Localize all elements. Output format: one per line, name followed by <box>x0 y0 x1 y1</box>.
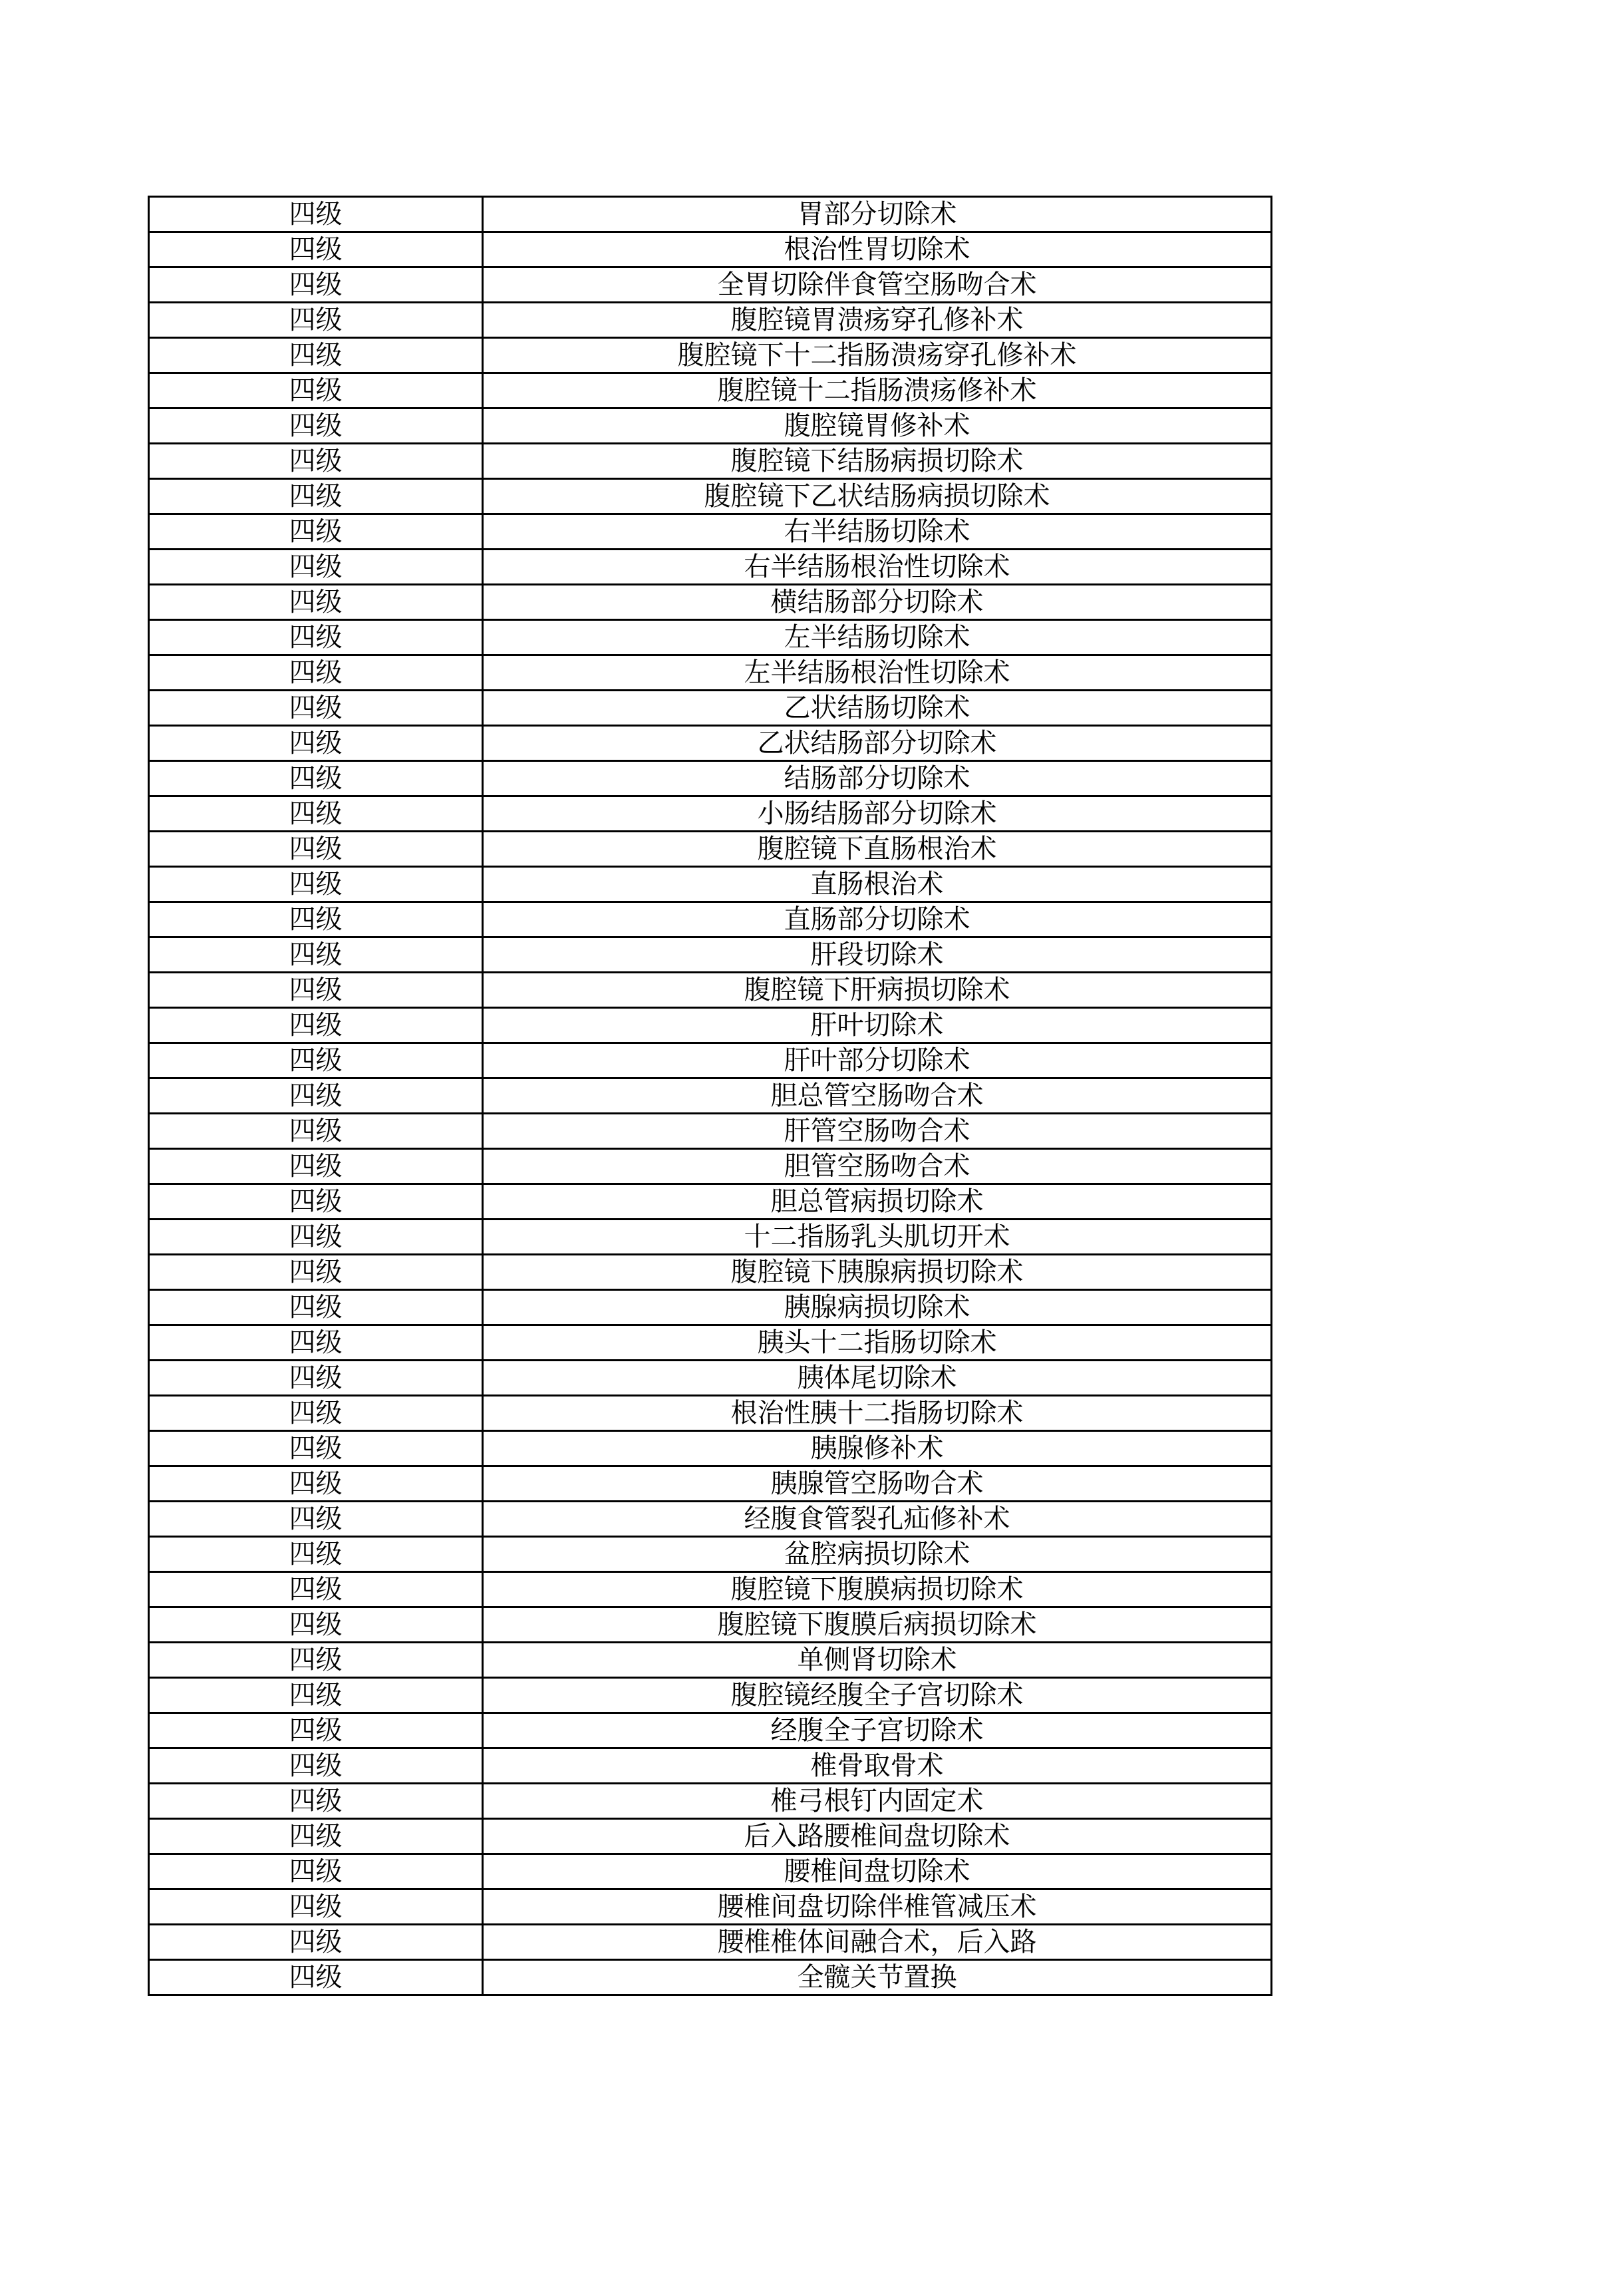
surgery-level-cell: 四级 <box>149 1784 483 1819</box>
surgery-level-cell: 四级 <box>149 232 483 267</box>
surgery-level-cell: 四级 <box>149 902 483 937</box>
surgery-level-cell: 四级 <box>149 514 483 550</box>
surgery-level-cell: 四级 <box>149 1889 483 1925</box>
table-row <box>149 1889 1272 1925</box>
table-row <box>149 761 1272 796</box>
surgery-name-cell: 胆总管空肠吻合术 <box>483 1078 1272 1114</box>
surgery-level-cell: 四级 <box>149 1748 483 1784</box>
surgery-level-cell: 四级 <box>149 973 483 1008</box>
surgery-level-cell: 四级 <box>149 1361 483 1396</box>
surgery-level-cell: 四级 <box>149 867 483 902</box>
surgery-level-cell: 四级 <box>149 1572 483 1607</box>
surgery-level-cell: 四级 <box>149 197 483 232</box>
surgery-name-cell: 直肠根治术 <box>483 867 1272 902</box>
table-row <box>149 444 1272 479</box>
surgery-level-cell: 四级 <box>149 1925 483 1960</box>
surgery-name-cell: 腹腔镜胃溃疡穿孔修补术 <box>483 303 1272 338</box>
table-row <box>149 867 1272 902</box>
surgery-level-cell: 四级 <box>149 267 483 303</box>
surgery-name-cell: 全髋关节置换 <box>483 1960 1272 1995</box>
table-row <box>149 197 1272 232</box>
table-body <box>149 197 1272 1995</box>
table-row <box>149 1819 1272 1854</box>
surgery-name-cell: 胰腺管空肠吻合术 <box>483 1466 1272 1502</box>
surgery-list-sheet <box>148 196 1270 1996</box>
surgery-level-cell: 四级 <box>149 832 483 867</box>
surgery-name-cell: 根治性胰十二指肠切除术 <box>483 1396 1272 1431</box>
table-row <box>149 832 1272 867</box>
surgery-level-cell: 四级 <box>149 1396 483 1431</box>
surgery-name-cell: 乙状结肠切除术 <box>483 691 1272 726</box>
surgery-name-cell: 单侧肾切除术 <box>483 1643 1272 1678</box>
surgery-level-cell: 四级 <box>149 1255 483 1290</box>
table-row <box>149 796 1272 832</box>
surgery-level-cell: 四级 <box>149 1713 483 1748</box>
surgery-level-cell: 四级 <box>149 1149 483 1184</box>
table-row <box>149 620 1272 655</box>
surgery-name-cell: 肝段切除术 <box>483 937 1272 973</box>
surgery-level-cell: 四级 <box>149 1678 483 1713</box>
surgery-name-cell: 腹腔镜下乙状结肠病损切除术 <box>483 479 1272 514</box>
surgery-name-cell: 后入路腰椎间盘切除术 <box>483 1819 1272 1854</box>
surgery-name-cell: 结肠部分切除术 <box>483 761 1272 796</box>
surgery-level-cell: 四级 <box>149 303 483 338</box>
surgery-name-cell: 椎弓根钉内固定术 <box>483 1784 1272 1819</box>
surgery-level-cell: 四级 <box>149 585 483 620</box>
surgery-level-cell: 四级 <box>149 691 483 726</box>
table-row <box>149 550 1272 585</box>
surgery-name-cell: 胰腺修补术 <box>483 1431 1272 1466</box>
surgery-level-cell: 四级 <box>149 1466 483 1502</box>
table-row <box>149 1008 1272 1043</box>
surgery-name-cell: 胃部分切除术 <box>483 197 1272 232</box>
surgery-level-cell: 四级 <box>149 1960 483 1995</box>
surgery-level-cell: 四级 <box>149 1607 483 1643</box>
surgery-level-cell: 四级 <box>149 1431 483 1466</box>
table-row <box>149 1043 1272 1078</box>
table-row <box>149 1466 1272 1502</box>
table-row <box>149 267 1272 303</box>
surgery-level-table <box>148 196 1272 1996</box>
surgery-name-cell: 腰椎间盘切除伴椎管减压术 <box>483 1889 1272 1925</box>
surgery-name-cell: 盆腔病损切除术 <box>483 1537 1272 1572</box>
surgery-name-cell: 腹腔镜下直肠根治术 <box>483 832 1272 867</box>
surgery-level-cell: 四级 <box>149 550 483 585</box>
surgery-name-cell: 腹腔镜经腹全子宫切除术 <box>483 1678 1272 1713</box>
surgery-name-cell: 腰椎椎体间融合术，后入路 <box>483 1925 1272 1960</box>
table-row <box>149 1361 1272 1396</box>
surgery-name-cell: 腹腔镜下十二指肠溃疡穿孔修补术 <box>483 338 1272 373</box>
surgery-name-cell: 经腹食管裂孔疝修补术 <box>483 1502 1272 1537</box>
table-row <box>149 1925 1272 1960</box>
table-row <box>149 1784 1272 1819</box>
surgery-name-cell: 腹腔镜下腹膜病损切除术 <box>483 1572 1272 1607</box>
surgery-name-cell: 腰椎间盘切除术 <box>483 1854 1272 1889</box>
table-row <box>149 1431 1272 1466</box>
surgery-level-cell: 四级 <box>149 444 483 479</box>
table-row <box>149 1220 1272 1255</box>
table-row <box>149 1572 1272 1607</box>
table-row <box>149 479 1272 514</box>
surgery-level-cell: 四级 <box>149 1643 483 1678</box>
surgery-level-cell: 四级 <box>149 1819 483 1854</box>
surgery-name-cell: 左半结肠根治性切除术 <box>483 655 1272 691</box>
surgery-name-cell: 腹腔镜下肝病损切除术 <box>483 973 1272 1008</box>
surgery-name-cell: 腹腔镜下结肠病损切除术 <box>483 444 1272 479</box>
table-row <box>149 902 1272 937</box>
surgery-name-cell: 左半结肠切除术 <box>483 620 1272 655</box>
table-row <box>149 338 1272 373</box>
surgery-name-cell: 腹腔镜下腹膜后病损切除术 <box>483 1607 1272 1643</box>
table-row <box>149 1607 1272 1643</box>
table-row <box>149 1854 1272 1889</box>
surgery-level-cell: 四级 <box>149 620 483 655</box>
table-row <box>149 1713 1272 1748</box>
surgery-name-cell: 肝叶部分切除术 <box>483 1043 1272 1078</box>
surgery-level-cell: 四级 <box>149 1184 483 1220</box>
surgery-level-cell: 四级 <box>149 1537 483 1572</box>
surgery-level-cell: 四级 <box>149 655 483 691</box>
surgery-level-cell: 四级 <box>149 761 483 796</box>
table-row <box>149 726 1272 761</box>
surgery-name-cell: 经腹全子宫切除术 <box>483 1713 1272 1748</box>
surgery-name-cell: 右半结肠根治性切除术 <box>483 550 1272 585</box>
surgery-name-cell: 右半结肠切除术 <box>483 514 1272 550</box>
table-row <box>149 232 1272 267</box>
table-row <box>149 1678 1272 1713</box>
surgery-level-cell: 四级 <box>149 1854 483 1889</box>
table-row <box>149 1255 1272 1290</box>
table-row <box>149 585 1272 620</box>
table-row <box>149 1960 1272 1995</box>
table-row <box>149 1184 1272 1220</box>
surgery-level-cell: 四级 <box>149 937 483 973</box>
table-row <box>149 1114 1272 1149</box>
surgery-name-cell: 直肠部分切除术 <box>483 902 1272 937</box>
table-row <box>149 1325 1272 1361</box>
surgery-level-cell: 四级 <box>149 1008 483 1043</box>
surgery-name-cell: 横结肠部分切除术 <box>483 585 1272 620</box>
table-row <box>149 1643 1272 1678</box>
table-row <box>149 937 1272 973</box>
surgery-level-cell: 四级 <box>149 1078 483 1114</box>
table-row <box>149 1396 1272 1431</box>
surgery-level-cell: 四级 <box>149 796 483 832</box>
surgery-name-cell: 乙状结肠部分切除术 <box>483 726 1272 761</box>
table-row <box>149 1502 1272 1537</box>
table-row <box>149 1149 1272 1184</box>
surgery-name-cell: 肝叶切除术 <box>483 1008 1272 1043</box>
table-row <box>149 303 1272 338</box>
surgery-name-cell: 胆管空肠吻合术 <box>483 1149 1272 1184</box>
table-row <box>149 1748 1272 1784</box>
surgery-level-cell: 四级 <box>149 1325 483 1361</box>
surgery-name-cell: 小肠结肠部分切除术 <box>483 796 1272 832</box>
surgery-name-cell: 腹腔镜十二指肠溃疡修补术 <box>483 373 1272 409</box>
surgery-name-cell: 全胃切除伴食管空肠吻合术 <box>483 267 1272 303</box>
table-row <box>149 1537 1272 1572</box>
surgery-name-cell: 胆总管病损切除术 <box>483 1184 1272 1220</box>
surgery-name-cell: 腹腔镜胃修补术 <box>483 409 1272 444</box>
surgery-level-cell: 四级 <box>149 1220 483 1255</box>
surgery-level-cell: 四级 <box>149 338 483 373</box>
surgery-level-cell: 四级 <box>149 726 483 761</box>
table-row <box>149 655 1272 691</box>
surgery-name-cell: 腹腔镜下胰腺病损切除术 <box>483 1255 1272 1290</box>
surgery-level-cell: 四级 <box>149 1502 483 1537</box>
table-row <box>149 1290 1272 1325</box>
surgery-level-cell: 四级 <box>149 409 483 444</box>
surgery-name-cell: 椎骨取骨术 <box>483 1748 1272 1784</box>
surgery-level-cell: 四级 <box>149 1043 483 1078</box>
table-row <box>149 973 1272 1008</box>
table-row <box>149 691 1272 726</box>
table-row <box>149 1078 1272 1114</box>
surgery-name-cell: 胰体尾切除术 <box>483 1361 1272 1396</box>
surgery-name-cell: 十二指肠乳头肌切开术 <box>483 1220 1272 1255</box>
surgery-name-cell: 根治性胃切除术 <box>483 232 1272 267</box>
surgery-name-cell: 肝管空肠吻合术 <box>483 1114 1272 1149</box>
table-row <box>149 409 1272 444</box>
surgery-name-cell: 胰腺病损切除术 <box>483 1290 1272 1325</box>
surgery-name-cell: 胰头十二指肠切除术 <box>483 1325 1272 1361</box>
surgery-level-cell: 四级 <box>149 373 483 409</box>
table-row <box>149 514 1272 550</box>
table-row <box>149 373 1272 409</box>
surgery-level-cell: 四级 <box>149 1114 483 1149</box>
surgery-level-cell: 四级 <box>149 479 483 514</box>
surgery-level-cell: 四级 <box>149 1290 483 1325</box>
